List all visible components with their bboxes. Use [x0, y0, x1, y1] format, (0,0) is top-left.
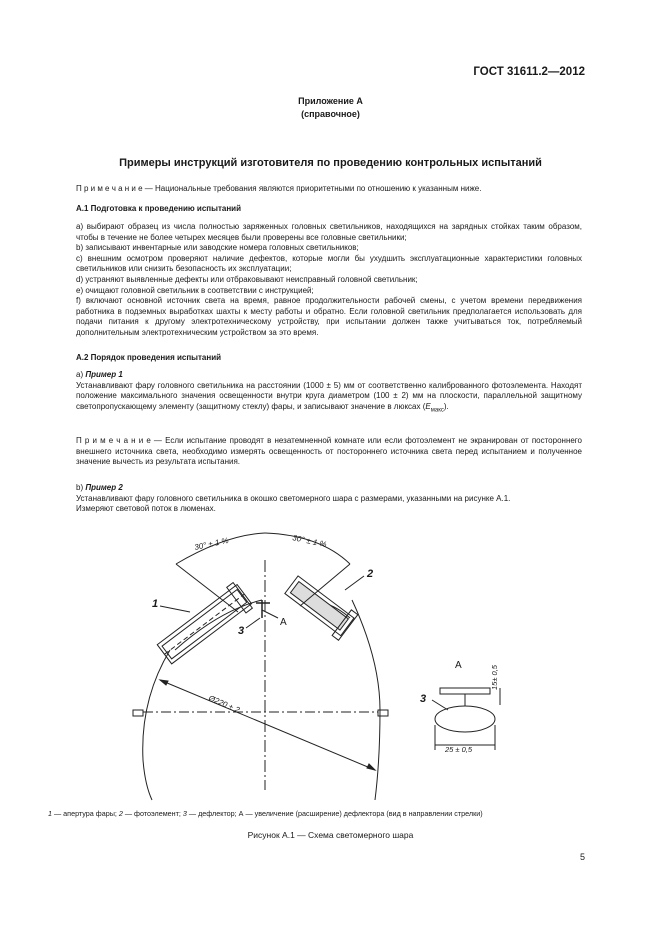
- note-2-text: — Если испытание проводят в незатемненной комнате или если фотоэлемент не экранирован от постороннего внешнего источника света, необходимо измерять освещенность от постороннего источника света перед испытанием и полученное значение вычесть из результата испытания.: [76, 436, 583, 467]
- detail-dim-width: 25 ± 0,5: [445, 745, 473, 754]
- angle-right-label: 30° ± 1 %: [291, 533, 328, 550]
- detail-deflector-plate: [440, 688, 490, 694]
- appendix-title: Приложение А: [298, 96, 363, 106]
- figure-caption: 1 — апертура фары; 2 — фотоэлемент; 3 — дефлектор; А — увеличение (расширение) дефлектора (вид в направлении стрелки): [48, 809, 483, 818]
- example-1-title: Пример 1: [85, 370, 123, 379]
- sphere-top-left-arc: [175, 600, 262, 650]
- angle-ref-left: [176, 564, 238, 612]
- section-title: Примеры инструкций изготовителя по проведению контрольных испытаний: [119, 157, 542, 169]
- diameter-arrow-left: [160, 680, 168, 685]
- label-A: А: [280, 617, 287, 628]
- a1-item-d: d) устраняют выявленные дефекты или отбраковывают неисправный головной светильник;: [76, 274, 418, 284]
- sphere-right-arc: [352, 600, 380, 800]
- a1-item-e: e) очищают головной светильник в соответствии с инструкцией;: [76, 285, 314, 295]
- label-3: 3: [238, 625, 245, 637]
- leader-1: [160, 606, 190, 612]
- page-number: 5: [579, 852, 585, 862]
- detail-ellipse: [435, 706, 495, 732]
- standard-header: ГОСТ 31611.2—2012: [473, 66, 585, 78]
- detail-dim-height: 15± 0,5: [490, 665, 499, 690]
- diameter-arrow-right: [367, 764, 375, 770]
- note-1-label: П р и м е ч а н и е: [76, 184, 143, 193]
- example-2-title: Пример 2: [85, 483, 123, 492]
- detail-label-A: А: [455, 660, 462, 671]
- figure-title: Рисунок А.1 — Схема светомерного шара: [247, 830, 414, 840]
- a1-item-b: b) записывают инвентарные или заводские номера головных светильников;: [76, 243, 359, 253]
- flange-left: [133, 710, 143, 716]
- deflector: [256, 600, 270, 618]
- leader-3: [246, 618, 260, 628]
- leader-A: [262, 610, 278, 618]
- detail-label-3: 3: [420, 693, 427, 705]
- appendix-subtitle: (справочное): [301, 109, 360, 119]
- angle-ref-right: [300, 564, 350, 606]
- sphere-left-arc: [143, 650, 170, 800]
- a2-heading: А.2 Порядок проведения испытаний: [76, 353, 222, 362]
- a1-heading: А.1 Подготовка к проведению испытаний: [76, 204, 241, 213]
- label-2: 2: [367, 568, 374, 580]
- example-2-text-2: Измеряют световой поток в люменах.: [76, 504, 216, 514]
- photocell-inner: [290, 582, 348, 630]
- detail-leader-3: [432, 700, 448, 710]
- a1-item-a: a) выбирают образец из числа полностью заряженных головных светильников, находящихся на зарядных стойках таким образом, чтобы в течение не более четырех месяцев были проверены все головные светильники;: [76, 222, 582, 242]
- a1-item-f: f) включают основной источник света на время, равное продолжительности рабочей смены, с учетом времени передвижения работника в подземных выработках шахты к месту работы и обратно. Если головной светильник предполагается использовать для подачи питания к другому электротехническому устройству, при испытании должен также учитываться ток, потребляемый дополнительным электротехническим устройством за это время.: [76, 296, 582, 337]
- example-1-prefix: a): [76, 370, 86, 379]
- label-1: 1: [152, 598, 159, 610]
- example-2-prefix: b): [76, 483, 86, 492]
- lamp-axis: [164, 594, 244, 654]
- diameter-label: Ø220 ± 2: [207, 693, 241, 715]
- example-1-text: Устанавливают фару головного светильника на расстоянии (1000 ± 5) мм от соответственно калиброванного фотоэлемента. Находят положение максимального значения освещенности внутри круга диаметром (100 ± 2) мм на плоскости, параллельной защитному светопропускающему элементу (защитному стеклу) фары, и записывают значение в люксах $(E_{макс})$.: [76, 380, 582, 414]
- diameter-line: [160, 680, 375, 770]
- example-2-text: Устанавливают фару головного светильника в окошко светомерного шара с размерами, указанными на рисунке А.1.: [76, 493, 511, 503]
- photocell-housing: [282, 572, 358, 640]
- a1-item-c: c) внешним осмотром проверяют наличие дефектов, которые могли бы ухудшить эксплуатационные характеристики головных светильников или снизить безопасность их эксплуатации;: [76, 253, 582, 274]
- note-1-text: — Национальные требования являются приоритетными по отношению к указанным ниже.: [142, 184, 482, 193]
- leader-2: [345, 576, 364, 590]
- angle-left-label: 30° ± 1 %: [193, 535, 230, 552]
- note-2-label: П р и м е ч а н и е: [76, 436, 151, 445]
